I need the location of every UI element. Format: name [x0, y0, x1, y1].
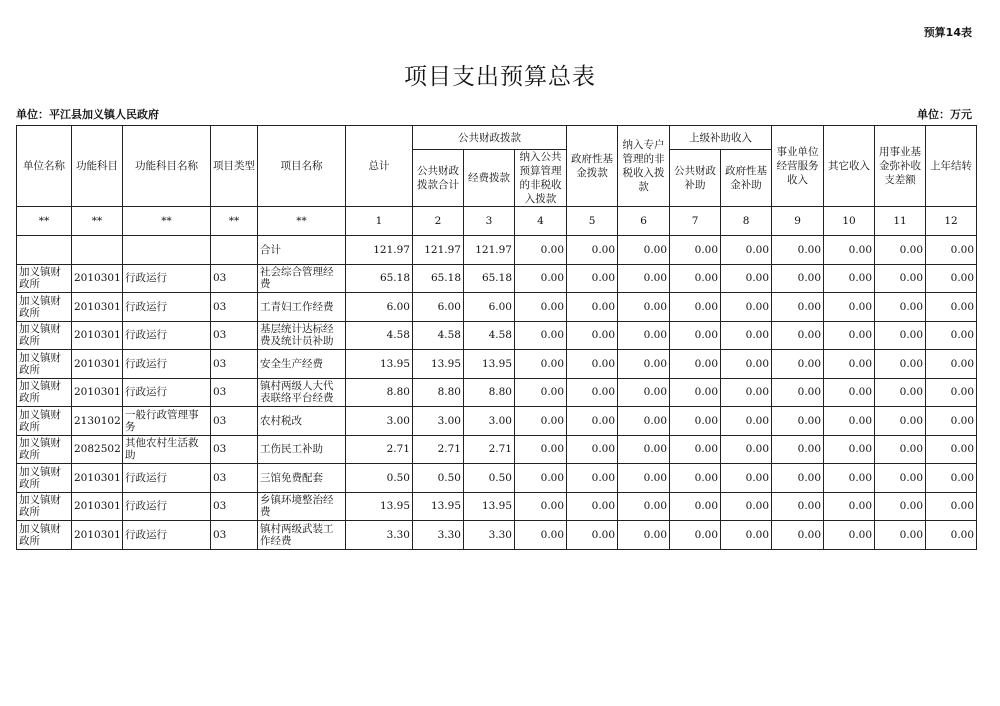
budget-table	[16, 125, 977, 550]
total-value: 0.00	[567, 236, 618, 265]
index-cell: 11	[875, 207, 926, 236]
index-cell: **	[72, 207, 123, 236]
total-row	[17, 236, 977, 265]
table-row	[17, 293, 977, 322]
amount-cell: 0.00	[618, 350, 670, 379]
function-code-cell: 2010301	[72, 378, 123, 407]
amount-cell: 0.00	[824, 293, 875, 322]
amount-cell: 0.00	[926, 407, 977, 436]
function-code-cell: 2010301	[72, 321, 123, 350]
amount-cell: 0.00	[721, 293, 772, 322]
col-public-total: 公共财政拨款合计	[413, 150, 464, 207]
amount-cell: 0.00	[875, 492, 926, 521]
project-name-cell: 社会综合管理经费	[258, 264, 346, 293]
function-code-cell: 2082502	[72, 435, 123, 464]
function-subject-cell: 行政运行	[123, 378, 211, 407]
amount-cell: 0.00	[824, 492, 875, 521]
amount-cell: 0.00	[875, 293, 926, 322]
function-code-cell: 2130102	[72, 407, 123, 436]
amount-cell: 6.00	[464, 293, 515, 322]
amount-cell: 8.80	[346, 378, 413, 407]
amount-cell: 0.00	[875, 264, 926, 293]
total-value: 0.00	[875, 236, 926, 265]
amount-cell: 3.00	[464, 407, 515, 436]
amount-cell: 0.00	[875, 435, 926, 464]
total-value: 0.00	[926, 236, 977, 265]
empty-cell	[17, 236, 72, 265]
project-type-cell: 03	[211, 521, 258, 550]
col-fund-make-up: 用事业基金弥补收支差额	[875, 126, 926, 207]
col-group-subsidy: 上级补助收入	[670, 126, 772, 150]
amount-cell: 0.00	[618, 492, 670, 521]
amount-cell: 0.00	[721, 264, 772, 293]
amount-cell: 0.00	[567, 492, 618, 521]
amount-cell: 3.00	[413, 407, 464, 436]
function-subject-cell: 一般行政管理事务	[123, 407, 211, 436]
project-name-cell: 安全生产经费	[258, 350, 346, 379]
amount-cell: 13.95	[346, 350, 413, 379]
col-gov-fund: 政府性基金拨款	[567, 126, 618, 207]
form-number: 预算14表	[923, 26, 972, 39]
table-header	[17, 126, 977, 207]
amount-cell: 3.30	[413, 521, 464, 550]
col-nontax-public: 纳入公共预算管理的非税收入拨款	[515, 150, 567, 207]
amount-cell: 0.00	[670, 435, 721, 464]
amount-cell: 0.00	[567, 378, 618, 407]
project-type-cell: 03	[211, 435, 258, 464]
amount-cell: 0.00	[926, 378, 977, 407]
amount-cell: 0.00	[515, 521, 567, 550]
amount-cell: 0.00	[670, 293, 721, 322]
amount-cell: 0.00	[875, 378, 926, 407]
project-type-cell: 03	[211, 407, 258, 436]
amount-cell: 0.00	[567, 321, 618, 350]
empty-cell	[211, 236, 258, 265]
amount-cell: 0.00	[618, 435, 670, 464]
amount-cell: 0.50	[413, 464, 464, 493]
function-subject-cell: 行政运行	[123, 264, 211, 293]
amount-cell: 0.00	[618, 407, 670, 436]
amount-cell: 0.00	[567, 293, 618, 322]
index-cell: 6	[618, 207, 670, 236]
amount-cell: 0.00	[772, 435, 824, 464]
project-name-cell: 乡镇环境整治经费	[258, 492, 346, 521]
amount-cell: 8.80	[464, 378, 515, 407]
index-cell: 12	[926, 207, 977, 236]
amount-cell: 0.00	[926, 521, 977, 550]
function-subject-cell: 行政运行	[123, 350, 211, 379]
empty-cell	[123, 236, 211, 265]
amount-cell: 4.58	[413, 321, 464, 350]
amount-cell: 0.00	[670, 264, 721, 293]
amount-cell: 13.95	[413, 350, 464, 379]
amount-cell: 0.00	[515, 350, 567, 379]
total-value: 0.00	[670, 236, 721, 265]
amount-cell: 0.00	[670, 521, 721, 550]
function-code-cell: 2010301	[72, 293, 123, 322]
function-code-cell: 2010301	[72, 350, 123, 379]
amount-cell: 0.00	[875, 464, 926, 493]
amount-cell: 0.00	[618, 321, 670, 350]
project-name-cell: 镇村两级人大代表联络平台经费	[258, 378, 346, 407]
amount-cell: 0.00	[721, 521, 772, 550]
project-name-cell: 农村税改	[258, 407, 346, 436]
table-row	[17, 407, 977, 436]
amount-cell: 0.00	[670, 492, 721, 521]
index-cell: 10	[824, 207, 875, 236]
amount-cell: 0.00	[875, 321, 926, 350]
amount-cell: 0.00	[824, 521, 875, 550]
amount-cell: 13.95	[464, 492, 515, 521]
project-name-cell: 工伤民工补助	[258, 435, 346, 464]
amount-cell: 0.00	[824, 350, 875, 379]
index-cell: 8	[721, 207, 772, 236]
unit-name-cell: 加义镇财政所	[17, 350, 72, 379]
amount-cell: 0.00	[772, 350, 824, 379]
amount-cell: 0.00	[772, 464, 824, 493]
col-unit-name: 单位名称	[17, 126, 72, 207]
table-row	[17, 350, 977, 379]
total-label: 合计	[258, 236, 346, 265]
unit-name-cell: 加义镇财政所	[17, 378, 72, 407]
index-cell: 2	[413, 207, 464, 236]
project-type-cell: 03	[211, 378, 258, 407]
table-body	[17, 207, 977, 550]
amount-cell: 0.00	[567, 407, 618, 436]
project-name-cell: 镇村两级武装工作经费	[258, 521, 346, 550]
amount-cell: 6.00	[346, 293, 413, 322]
amount-cell: 2.71	[346, 435, 413, 464]
table-row	[17, 264, 977, 293]
empty-cell	[72, 236, 123, 265]
amount-cell: 0.00	[515, 378, 567, 407]
amount-cell: 0.00	[772, 378, 824, 407]
col-public-subsidy: 公共财政补助	[670, 150, 721, 207]
unit-name-cell: 加义镇财政所	[17, 492, 72, 521]
unit-name-cell: 加义镇财政所	[17, 435, 72, 464]
amount-cell: 13.95	[464, 350, 515, 379]
col-last-year: 上年结转	[926, 126, 977, 207]
unit-name-cell: 加义镇财政所	[17, 264, 72, 293]
amount-cell: 0.00	[567, 264, 618, 293]
function-subject-cell: 行政运行	[123, 321, 211, 350]
project-type-cell: 03	[211, 264, 258, 293]
function-code-cell: 2010301	[72, 521, 123, 550]
amount-cell: 0.00	[670, 407, 721, 436]
amount-cell: 0.00	[618, 464, 670, 493]
amount-cell: 0.00	[618, 378, 670, 407]
table-row	[17, 492, 977, 521]
amount-cell: 0.00	[670, 350, 721, 379]
table-row	[17, 435, 977, 464]
amount-cell: 3.30	[464, 521, 515, 550]
amount-cell: 0.00	[824, 464, 875, 493]
amount-cell: 0.00	[772, 293, 824, 322]
amount-cell: 13.95	[413, 492, 464, 521]
function-code-cell: 2010301	[72, 492, 123, 521]
currency-unit-label: 单位：万元	[917, 108, 972, 121]
amount-cell: 0.00	[515, 264, 567, 293]
amount-cell: 8.80	[413, 378, 464, 407]
amount-cell: 0.00	[721, 492, 772, 521]
unit-name-cell: 加义镇财政所	[17, 464, 72, 493]
amount-cell: 0.00	[926, 350, 977, 379]
amount-cell: 0.50	[464, 464, 515, 493]
amount-cell: 0.00	[567, 464, 618, 493]
project-type-cell: 03	[211, 321, 258, 350]
amount-cell: 2.71	[464, 435, 515, 464]
amount-cell: 4.58	[346, 321, 413, 350]
project-type-cell: 03	[211, 350, 258, 379]
project-name-cell: 基层统计达标经费及统计员补助	[258, 321, 346, 350]
amount-cell: 0.00	[721, 350, 772, 379]
amount-cell: 0.00	[926, 321, 977, 350]
index-cell: 9	[772, 207, 824, 236]
amount-cell: 0.00	[926, 464, 977, 493]
amount-cell: 0.00	[515, 492, 567, 521]
amount-cell: 0.00	[515, 464, 567, 493]
index-cell: 5	[567, 207, 618, 236]
amount-cell: 0.00	[567, 435, 618, 464]
amount-cell: 0.00	[670, 321, 721, 350]
amount-cell: 0.00	[721, 321, 772, 350]
amount-cell: 4.58	[464, 321, 515, 350]
col-fund-subsidy: 政府性基金补助	[721, 150, 772, 207]
col-total: 总计	[346, 126, 413, 207]
col-function-subject-name: 功能科目名称	[123, 126, 211, 207]
project-type-cell: 03	[211, 492, 258, 521]
amount-cell: 0.00	[567, 350, 618, 379]
amount-cell: 0.00	[772, 521, 824, 550]
table-row	[17, 378, 977, 407]
amount-cell: 0.00	[926, 264, 977, 293]
amount-cell: 13.95	[346, 492, 413, 521]
function-subject-cell: 行政运行	[123, 492, 211, 521]
col-project-name: 项目名称	[258, 126, 346, 207]
amount-cell: 0.00	[824, 264, 875, 293]
table-row	[17, 521, 977, 550]
amount-cell: 0.00	[926, 435, 977, 464]
total-value: 0.00	[515, 236, 567, 265]
total-value: 0.00	[772, 236, 824, 265]
total-value: 121.97	[464, 236, 515, 265]
col-other-income: 其它收入	[824, 126, 875, 207]
project-type-cell: 03	[211, 293, 258, 322]
index-cell: 4	[515, 207, 567, 236]
amount-cell: 0.00	[824, 321, 875, 350]
col-special-nontax: 纳入专户管理的非税收入拨款	[618, 126, 670, 207]
amount-cell: 65.18	[346, 264, 413, 293]
unit-name-cell: 加义镇财政所	[17, 407, 72, 436]
amount-cell: 0.00	[926, 492, 977, 521]
index-cell: 3	[464, 207, 515, 236]
index-cell: **	[258, 207, 346, 236]
unit-name-cell: 加义镇财政所	[17, 521, 72, 550]
amount-cell: 0.00	[824, 378, 875, 407]
index-cell: **	[17, 207, 72, 236]
function-subject-cell: 行政运行	[123, 464, 211, 493]
amount-cell: 0.00	[721, 378, 772, 407]
amount-cell: 0.00	[721, 435, 772, 464]
column-index-row	[17, 207, 977, 236]
total-value: 121.97	[413, 236, 464, 265]
amount-cell: 0.00	[721, 464, 772, 493]
total-value: 0.00	[721, 236, 772, 265]
amount-cell: 0.00	[875, 521, 926, 550]
col-operation-income: 事业单位经营服务收入	[772, 126, 824, 207]
amount-cell: 0.00	[618, 264, 670, 293]
amount-cell: 0.00	[824, 435, 875, 464]
total-value: 0.00	[824, 236, 875, 265]
amount-cell: 0.00	[772, 492, 824, 521]
amount-cell: 0.00	[875, 350, 926, 379]
amount-cell: 0.00	[567, 521, 618, 550]
total-value: 121.97	[346, 236, 413, 265]
amount-cell: 0.00	[772, 264, 824, 293]
amount-cell: 0.00	[515, 293, 567, 322]
amount-cell: 0.00	[772, 407, 824, 436]
function-code-cell: 2010301	[72, 264, 123, 293]
amount-cell: 6.00	[413, 293, 464, 322]
index-cell: 7	[670, 207, 721, 236]
amount-cell: 0.00	[618, 521, 670, 550]
amount-cell: 3.30	[346, 521, 413, 550]
table-row	[17, 464, 977, 493]
amount-cell: 0.00	[824, 407, 875, 436]
amount-cell: 0.00	[875, 407, 926, 436]
amount-cell: 0.00	[515, 321, 567, 350]
project-name-cell: 三馆免费配套	[258, 464, 346, 493]
project-type-cell: 03	[211, 464, 258, 493]
index-cell: 1	[346, 207, 413, 236]
unit-label: 单位：平江县加义镇人民政府	[16, 108, 159, 121]
function-code-cell: 2010301	[72, 464, 123, 493]
index-cell: **	[211, 207, 258, 236]
amount-cell: 0.00	[926, 293, 977, 322]
project-name-cell: 工青妇工作经费	[258, 293, 346, 322]
col-function-subject: 功能科目	[72, 126, 123, 207]
function-subject-cell: 其他农村生活救助	[123, 435, 211, 464]
amount-cell: 0.00	[670, 464, 721, 493]
amount-cell: 3.00	[346, 407, 413, 436]
index-cell: **	[123, 207, 211, 236]
amount-cell: 65.18	[464, 264, 515, 293]
col-expense: 经费拨款	[464, 150, 515, 207]
col-project-type: 项目类型	[211, 126, 258, 207]
unit-name-cell: 加义镇财政所	[17, 293, 72, 322]
function-subject-cell: 行政运行	[123, 521, 211, 550]
page-title: 项目支出预算总表	[404, 64, 596, 90]
amount-cell: 0.50	[346, 464, 413, 493]
amount-cell: 0.00	[618, 293, 670, 322]
amount-cell: 0.00	[721, 407, 772, 436]
amount-cell: 0.00	[515, 407, 567, 436]
table-row	[17, 321, 977, 350]
amount-cell: 0.00	[515, 435, 567, 464]
amount-cell: 2.71	[413, 435, 464, 464]
col-group-public-finance: 公共财政拨款	[413, 126, 567, 150]
amount-cell: 0.00	[670, 378, 721, 407]
amount-cell: 65.18	[413, 264, 464, 293]
unit-name-cell: 加义镇财政所	[17, 321, 72, 350]
total-value: 0.00	[618, 236, 670, 265]
function-subject-cell: 行政运行	[123, 293, 211, 322]
amount-cell: 0.00	[772, 321, 824, 350]
